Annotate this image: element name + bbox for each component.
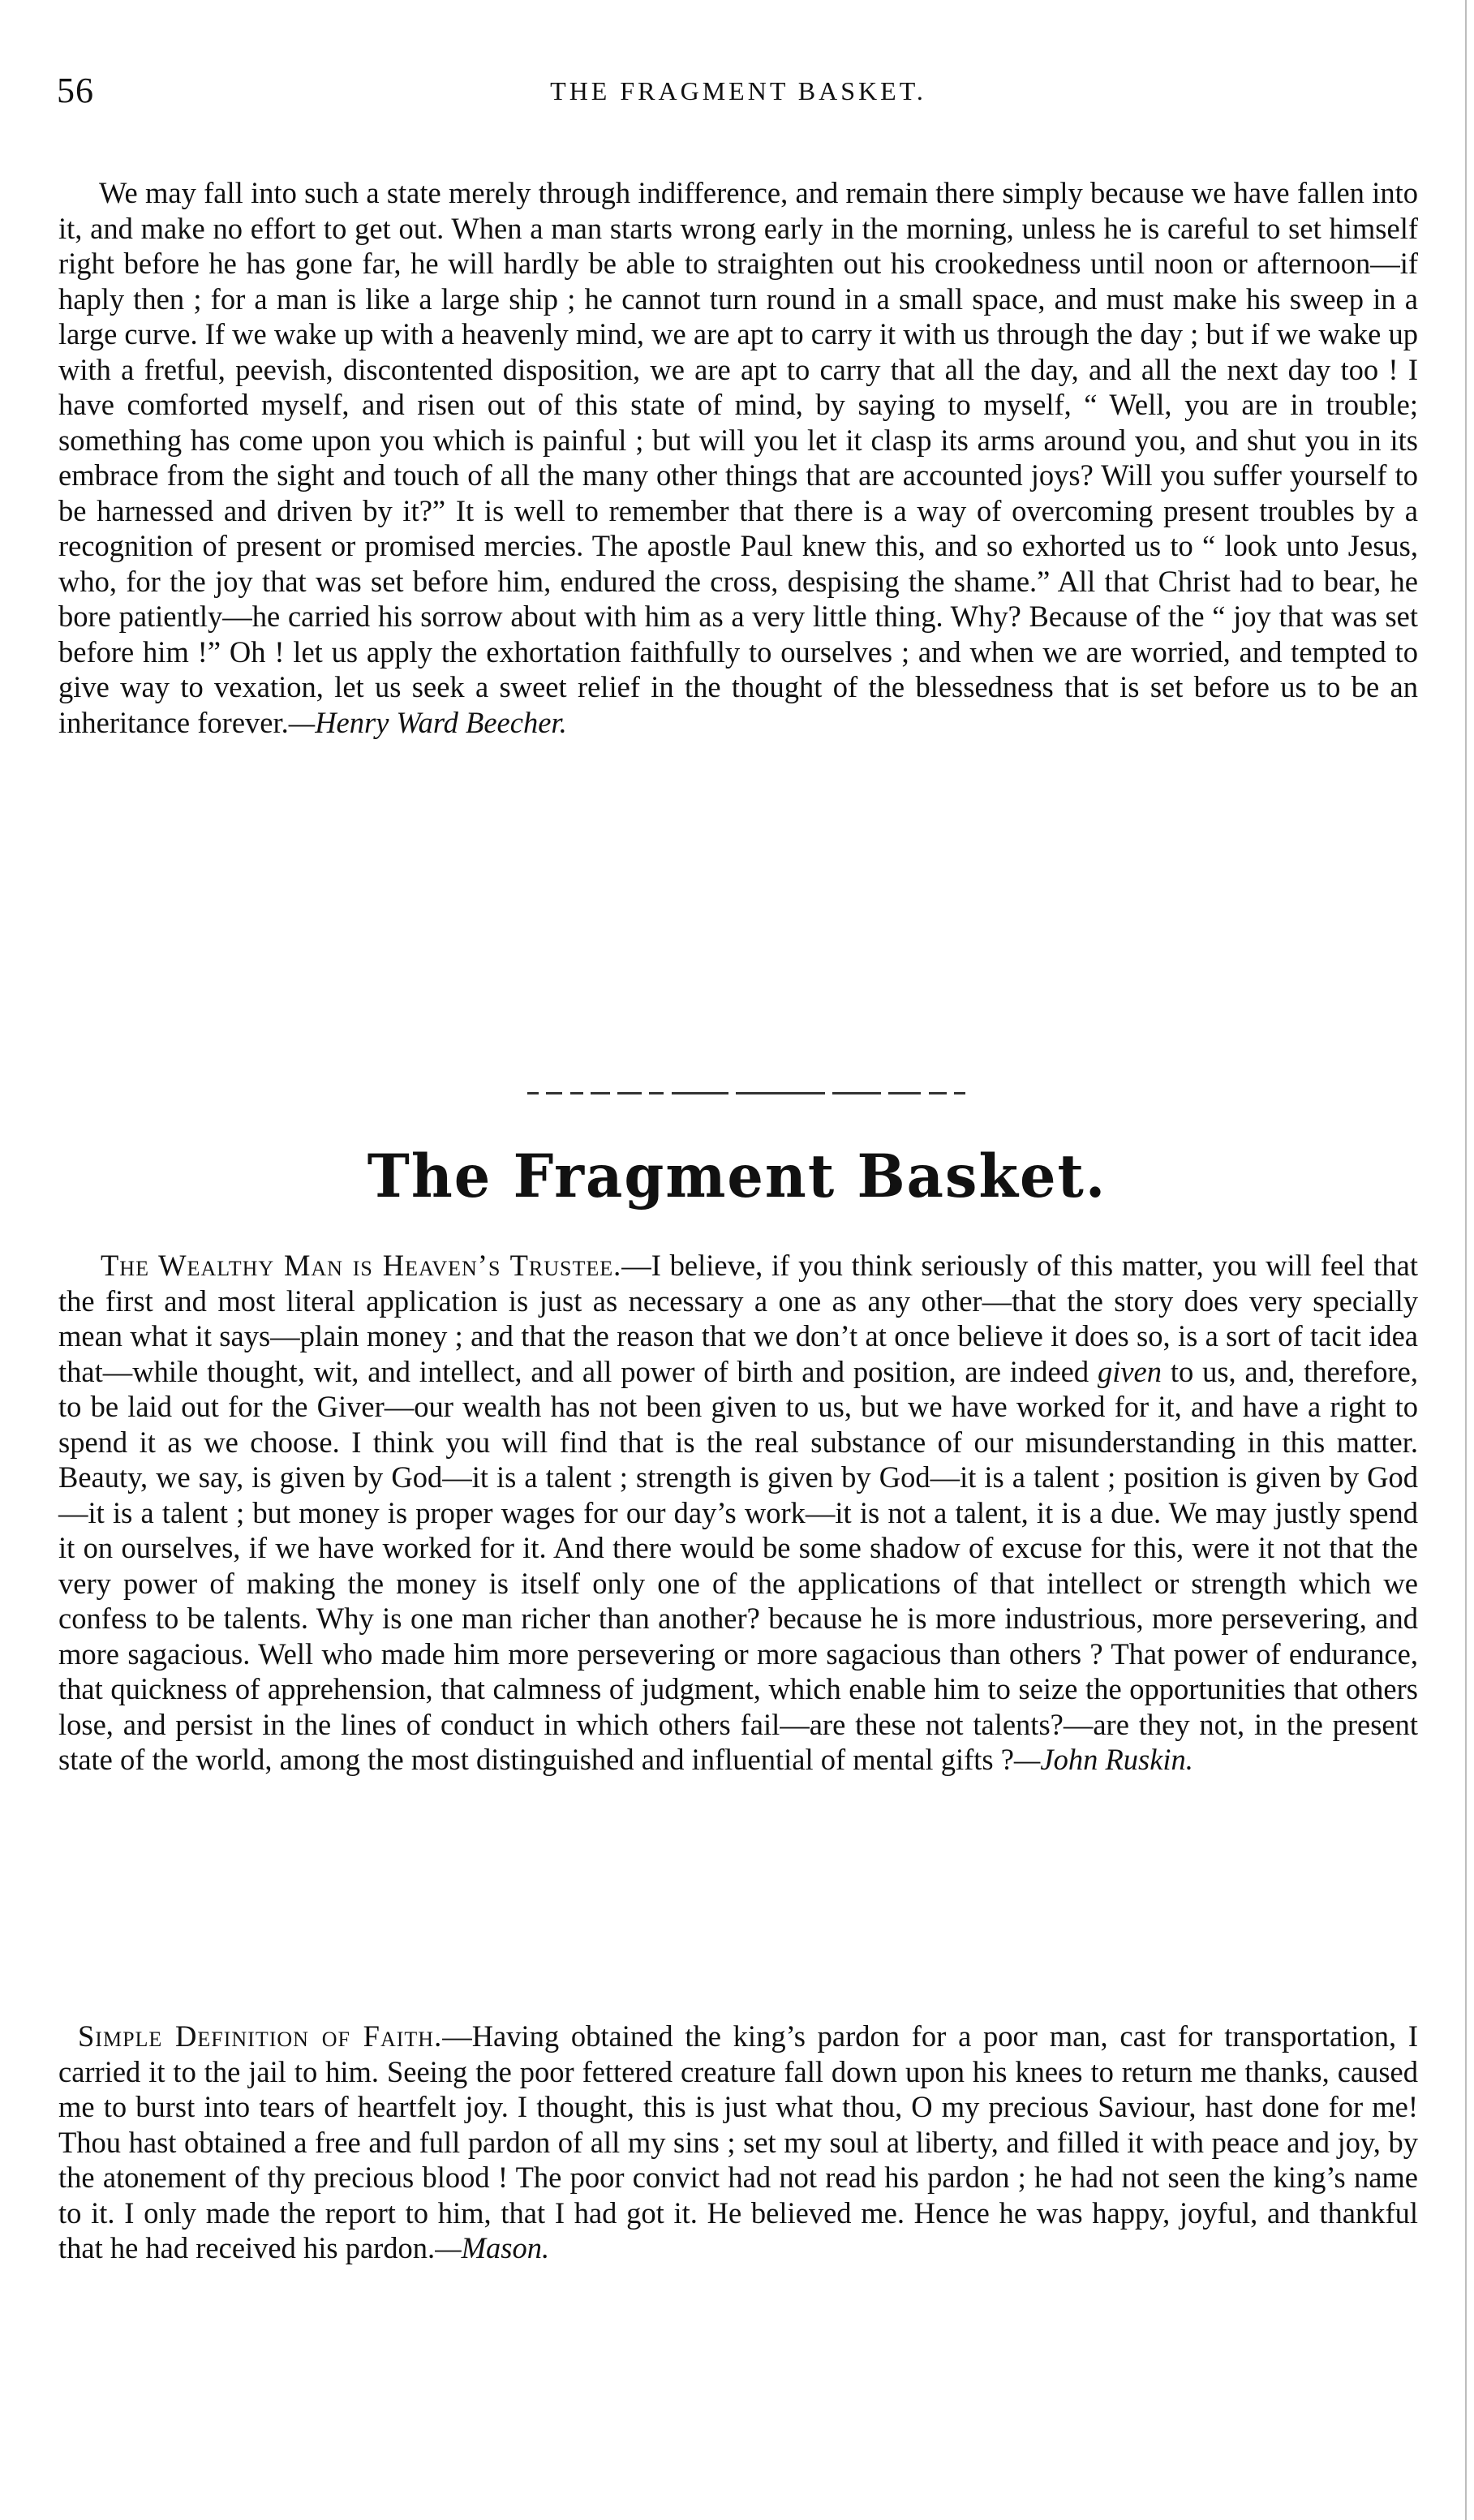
- faith-paragraph: [58, 2019, 1418, 2266]
- divider-dash: [570, 1092, 583, 1094]
- page-header: [57, 70, 1420, 118]
- intro-paragraph: [58, 175, 1418, 740]
- divider-dash: [736, 1092, 825, 1094]
- divider-dash: [649, 1092, 664, 1094]
- section-title: The Fragment Basket.: [367, 1140, 1107, 1212]
- page-edge-rule: [1465, 0, 1467, 2520]
- page-number: 56: [57, 71, 94, 110]
- trustee-paragraph: [58, 1248, 1418, 1778]
- intro-attribution: —Henry Ward Beecher.: [288, 705, 567, 739]
- divider-dash: [617, 1092, 642, 1094]
- trustee-text-part-1: —I believe, if you think seriously of this matter, you will feel that the first and most literal application is just as necessary a one as any other—that the story does very specially mean what it says—plain money ; and that the reason that we don’t at once believe it does so, is a sort of tacit idea that—while thought, wit, and intellect, and all power of birth and position, are indeed: [58, 1249, 1418, 1388]
- intro-paragraph-text: We may fall into such a state merely through indifference, and remain there simply because we have fallen into it, and make no effort to get out. When a man starts wrong early in the morning, unless he is careful to set himself right before he has gone far, he will hardly be able to straighten out his crookedness until noon or afternoon—if haply then ; for a man is like a large ship ; he cannot turn round in a small space, and must make his sweep in a large curve. If we wake up with a heavenly mind, we are apt to carry it with us through the day ; but if we wake up with a fretful, peevish, discontented disposition, we are apt to carry that all the day, and all the next day too ! I have comforted myself, and risen out of this state of mind, by saying to myself, “ Well, you are in trouble; something has come upon you which is painful ; but will you let it clasp its arms around you, and shut you in its embrace from the sight and touch of all the many other things that are accounted joys? Will you suffer yourself to be harnessed and driven by it?” It is well to remember that there is a way of overcoming present troubles by a recognition of present or promised mercies. The apostle Paul knew this, and so exhorted us to “ look unto Jesus, who, for the joy that was set before him, endured the cross, despising the shame.” All that Christ had to bear, he bore patiently—he carried his sorrow about with him as a very little thing. Why? Because of the “ joy that was set before him !” Oh ! let us apply the exhortation faithfully to ourselves ; and when we are worried, and tempted to give way to vexation, let us seek a sweet relief in the thought of the blessedness that is set before us to be an inheritance forever.: [58, 176, 1418, 739]
- faith-paragraph-text: —Having obtained the king’s pardon for a poor man, cast for transportation, I carried it to the jail to him. Seeing the poor fettered creature fall down upon his knees to return me thanks, caused me to burst into tears of heartfelt joy. I thought, this is just what thou, O my precious Saviour, hast done for me! Thou hast obtained a free and full pardon of all my sins ; set my soul at liberty, and filled it with peace and joy, by the atonement of thy precious blood ! The poor convict had not read his pardon ; he had not seen the king’s name to it. I only made the report to him, that I had got it. He believed me. Hence he was happy, joyful, and thankful that he had received his pardon.: [58, 2019, 1418, 2264]
- faith-attribution: —Mason.: [435, 2231, 550, 2264]
- trustee-italic-word: given: [1097, 1354, 1162, 1388]
- section-divider: [527, 1092, 965, 1095]
- divider-dash: [954, 1092, 965, 1094]
- divider-dash: [672, 1092, 728, 1094]
- running-title: THE FRAGMENT BASKET.: [550, 76, 926, 105]
- divider-dash: [929, 1092, 947, 1094]
- trustee-heading: The Wealthy Man is Heaven’s Trustee.: [101, 1249, 622, 1282]
- divider-dash: [527, 1092, 539, 1094]
- divider-dash: [888, 1092, 921, 1094]
- divider-dash: [832, 1092, 881, 1094]
- divider-dash: [591, 1092, 610, 1094]
- trustee-text-part-2: to us, and, therefore, to be laid out for the Giver—our wealth has not been given to us, but we have worked for it, and have a right to spend it as we choose. I think you will find that is the real substance of our misunderstanding in this matter. Beauty, we say, is given by God—it is a talent ; strength is given by God—it is a talent ; position is given by God—it is a talent ; but money is proper wages for our day’s work—it is not a talent, it is a due. We may justly spend it on ourselves, if we have worked for it. And there would be some shadow of excuse for this, were it not that the very power of making the money is itself only one of the applications of that intellect or strength which we confess to be talents. Why is one man richer than another? because he is more industrious, more persevering, and more sagacious. Well who made him more persevering or more sagacious than others ? That power of endurance, that quickness of apprehension, that calmness of judgment, which enable him to seize the opportunities that others lose, and persist in the lines of conduct in which others fail—are these not talents?—are they not, in the present state of the world, among the most distinguished and influential of mental gifts ?: [58, 1354, 1418, 1776]
- trustee-attribution: —John Ruskin.: [1013, 1743, 1193, 1776]
- divider-dash: [546, 1092, 562, 1094]
- faith-heading: Simple Definition of Faith.: [78, 2019, 443, 2053]
